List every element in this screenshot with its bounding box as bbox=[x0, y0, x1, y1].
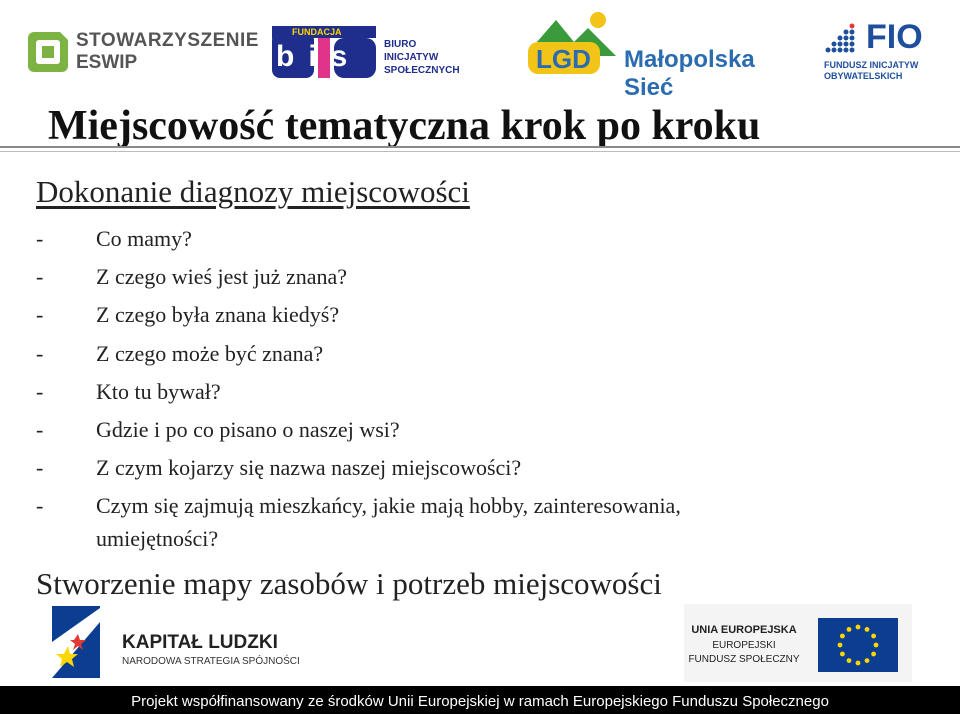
kapital-ludzki-emblem-icon bbox=[50, 604, 104, 680]
fio-line1: FUNDUSZ INICJATYW bbox=[824, 60, 919, 70]
lgd-logo bbox=[526, 6, 796, 101]
eswip-line1: STOWARZYSZENIE bbox=[76, 30, 259, 51]
question-text: Czym się zajmują mieszkańcy, jakie mają hobby, zainteresowania, bbox=[96, 493, 681, 518]
bis-text: bis bbox=[276, 40, 362, 73]
question-item bbox=[36, 417, 400, 443]
fio-dots-icon bbox=[822, 22, 860, 60]
kapital-title: KAPITAŁ LUDZKI bbox=[122, 632, 278, 653]
fio-text: FIO bbox=[866, 18, 923, 56]
dash-bullet: - bbox=[36, 379, 44, 404]
fundacja-label: FUNDACJA bbox=[292, 27, 342, 37]
eu-flag-icon bbox=[818, 618, 898, 672]
kapital-ludzki-logo bbox=[50, 604, 310, 684]
question-item-continuation bbox=[96, 526, 218, 552]
eu-line3: FUNDUSZ SPOŁECZNY bbox=[688, 654, 800, 665]
title-divider bbox=[0, 146, 960, 152]
biuro-line2: INICJATYW bbox=[384, 52, 439, 63]
malopolska-text: Małopolska Sieć bbox=[624, 46, 755, 101]
eu-line2: EUROPEJSKI bbox=[712, 640, 776, 651]
question-item bbox=[36, 455, 521, 481]
question-text: Kto tu bywał? bbox=[96, 379, 221, 404]
question-text: umiejętności? bbox=[96, 526, 219, 551]
question-item bbox=[36, 226, 192, 252]
question-text: Gdzie i po co pisano o naszej wsi? bbox=[96, 417, 400, 442]
biuro-line3: SPOŁECZNYCH bbox=[384, 65, 460, 76]
fio-line2: OBYWATELSKICH bbox=[824, 71, 903, 81]
question-item bbox=[36, 302, 339, 328]
question-item bbox=[36, 264, 347, 290]
dash-bullet: - bbox=[36, 417, 44, 442]
slide-title: Miejscowość tematyczna krok po kroku bbox=[48, 103, 761, 149]
dash-bullet: - bbox=[36, 226, 44, 251]
eu-logo bbox=[684, 604, 912, 682]
dash-bullet: - bbox=[36, 302, 44, 327]
question-text: Co mamy? bbox=[96, 226, 192, 251]
eswip-logo bbox=[26, 28, 259, 74]
footer-text: Projekt współfinansowany ze środków Unii Europejskiej w ramach Europejskiego Funduszu Społecznego bbox=[131, 693, 829, 710]
dash-bullet: - bbox=[36, 341, 44, 366]
question-text: Z czego była znana kiedyś? bbox=[96, 302, 340, 327]
dash-bullet: - bbox=[36, 455, 44, 480]
question-item bbox=[36, 341, 323, 367]
fio-logo bbox=[822, 18, 950, 82]
section-heading-diagnoza: Dokonanie diagnozy miejscowości bbox=[36, 174, 470, 209]
bis-logo bbox=[272, 26, 492, 80]
question-item bbox=[36, 379, 221, 405]
question-item bbox=[36, 493, 681, 519]
section-heading-mapa: Stworzenie mapy zasobów i potrzeb miejscowości bbox=[36, 566, 662, 601]
biuro-line1: BIURO bbox=[384, 39, 417, 50]
question-text: Z czym kojarzy się nazwa naszej miejscowości? bbox=[96, 455, 522, 480]
lgd-text: LGD bbox=[536, 44, 591, 74]
eswip-emblem-icon bbox=[26, 30, 70, 74]
dash-bullet: - bbox=[36, 493, 44, 518]
eu-line1: UNIA EUROPEJSKA bbox=[691, 624, 797, 636]
question-text: Z czego wieś jest już znana? bbox=[96, 264, 348, 289]
eswip-line2: ESWIP bbox=[76, 52, 138, 73]
question-text: Z czego może być znana? bbox=[96, 341, 324, 366]
dash-bullet: - bbox=[36, 264, 44, 289]
kapital-subtitle: NARODOWA STRATEGIA SPÓJNOŚCI bbox=[122, 656, 300, 667]
